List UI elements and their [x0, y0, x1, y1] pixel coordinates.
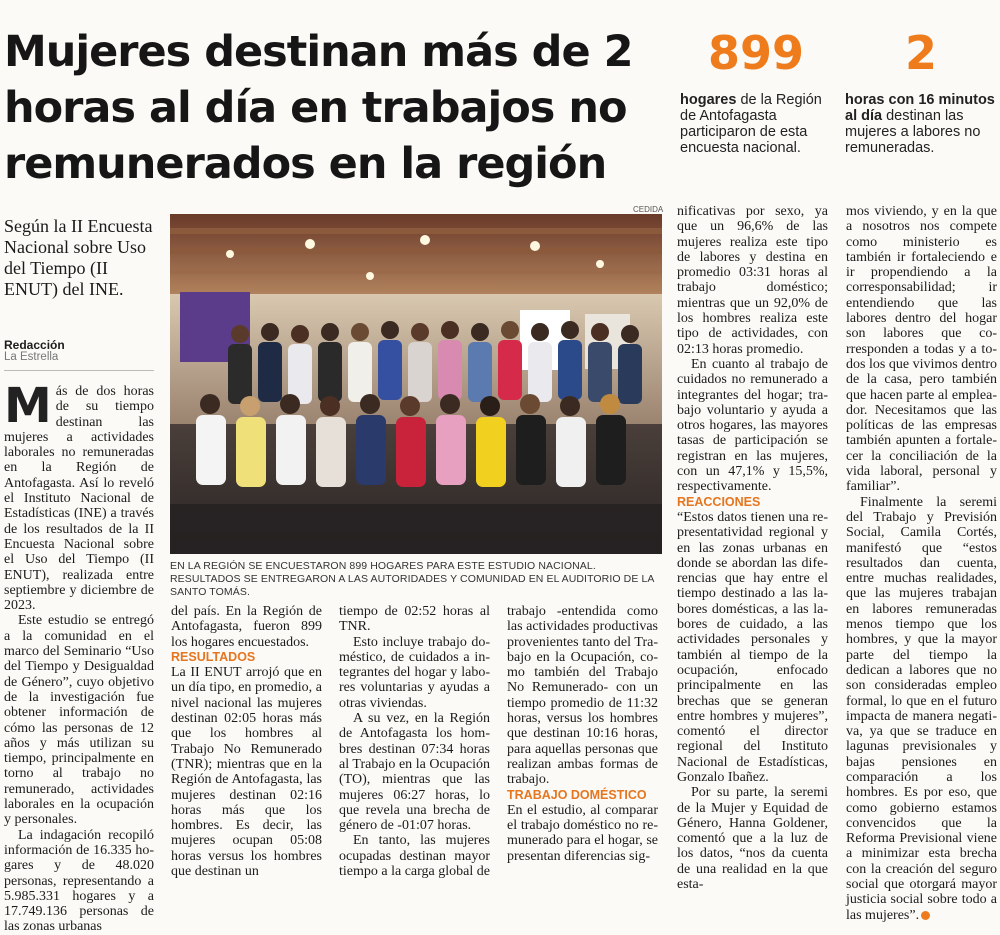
paragraph: del país. En la Región de Antofagasta, fueron 899 los hogares encuestados.: [171, 604, 322, 650]
byline-author: Redacción: [4, 338, 65, 352]
paragraph: “Estos datos tienen una representatividad regional y en las zonas urbanas en donde se abordan las diferencias que hay entre el tiempo destinado a las labores domésticas, a las labores de cuidado, a las actividades personales y también al tiempo de la ocupación, enfocado principalmente en las brechas que se generan entre hombres y mujeres”, comentó el director regional del Instituto Nacional de Estadísticas, Gonzalo Ibañez.: [677, 509, 828, 785]
paragraph: En tanto, las mujeres ocupadas destinan mayor tiempo a la carga global de: [339, 833, 490, 880]
paragraph: tiempo de 02:52 horas al TNR.: [339, 604, 490, 635]
paragraph: mos viviendo, y en la que a nosotros nos compete como ministerio es también ir fortaleciendo e ir propendiendo a la corresponsabilidad; ir entendiendo que las labores dentro del hogar son labores que corresponden a todas y a todos los que vivimos dentro de la casa, pero también que hacen parte al empleador. Necesitamos que las políticas de las empresas también apunten a fortalecer la conciliación de la vida laboral, personal y familiar”.: [846, 204, 997, 495]
stat-text: de la Región de Antofagasta participaron de esta encuesta nacional.: [680, 92, 822, 156]
headline: [4, 24, 674, 192]
headline-line-2: horas al día en trabajos no: [4, 83, 627, 133]
headline-line-3: remunerados en la región: [4, 139, 607, 189]
dropcap: M: [4, 378, 52, 434]
stat-number: 899: [708, 26, 805, 80]
stat-box-horas: [845, 26, 997, 156]
stat-text: destinan las mujeres a labores no remuneradas.: [845, 108, 981, 156]
stat-box-hogares: [680, 26, 830, 156]
article-column-5: [677, 204, 828, 892]
paragraph: La indagación recopiló información de 16.335 hogares y de 48.020 personas, representando a 5.985.331 hogares y a 17.749.136 personas de las zonas urbanas: [4, 827, 154, 935]
paragraph: Esto incluye trabajo doméstico, de cuidados a integrantes del hogar y labores voluntarias y ayudas a otras viviendas.: [339, 634, 490, 711]
byline-outlet: La Estrella: [4, 351, 59, 363]
paragraph: En el estudio, al comparar el trabajo doméstico no remunerado para el hogar, se presentan diferencias sig-: [507, 802, 658, 864]
photo-caption: EN LA REGIÓN SE ENCUESTARON 899 HOGARES PARA ESTE ESTUDIO NACIONAL. RESULTADOS SE ENTREGARON A LAS AUTORIDADES Y COMUNIDAD EN EL AUDITORIO DE LA SANTO TOMÁS.: [170, 560, 654, 598]
article-column-1: [4, 378, 154, 935]
section-heading: TRABAJO DOMÉSTICO: [507, 787, 647, 802]
photo-credit: CEDIDA: [633, 205, 664, 214]
group-photo-image: [170, 214, 662, 554]
section-heading: RESULTADOS: [171, 649, 256, 664]
stat-description: [845, 92, 997, 156]
article-column-6: [846, 204, 997, 923]
paragraph-text: Finalmente la seremi del Trabajo y Previsión Social, Camila Cortés, manifestó que “estos resultados dan cuenta, entre muchas realidades, que las mujeres trabajan en labores remuneradas menos tiempo que los hombres, y que la mayor parte del tiempo la dedican a labores que no son consideradas empleo formal, lo que en el futuro impacta de manera negativa, ya que se traduce en lagunas previsionales y bajas pensiones en comparación a los hombres. Es por eso, que como gobierno estamos convencidos que la Reforma Previsional viene a minimizar esta brecha con la creación del seguro social que otorgará mayor justicia social sobre todo a las mujeres”.: [846, 494, 997, 923]
paragraph: nificativas por sexo, ya que un 96,6% de las mujeres realiza este tipo de labores y destina en promedio 03:31 horas al trabajo doméstico; mientras que un 92,0% de los hombres realiza este tipo de actividades, con 02:13 horas promedio.: [677, 204, 828, 357]
headline-line-1: Mujeres destinan más de 2: [4, 27, 633, 77]
paragraph-text: ás de dos horas de su tiempo destinan las mujeres a actividades laborales no remuneradas en la Región de Antofagasta. Así lo reveló el Instituto Nacional de Estadísticas (INE) a través de los resultados de la II Encuesta Nacional sobre el Uso del Tiempo (II ENUT), realizada entre septiembre y diciembre de 2023.: [4, 384, 154, 614]
paragraph: En cuanto al trabajo de cuidados no remunerado a integrantes del hogar; trabajo voluntario y ayuda a otros hogares, las mayores tasas de participación se registran en las mujeres, con un 47,1% y 15,5%, respectivamente.: [677, 356, 828, 495]
stat-description: [680, 92, 830, 156]
stat-bold: horas con 16 minutos al día: [845, 92, 995, 124]
paragraph: A su vez, en la Región de Antofagasta los hombres destinan 07:34 horas al Trabajo en la Ocupación (TO), mientras que las mujeres 06:27 horas, lo que revela una brecha de género de -01:07 horas.: [339, 711, 490, 834]
paragraph: Por su parte, la seremi de la Mujer y Equidad de Género, Hanna Goldener, comentó que a la luz de los datos, “nos da cuenta de una realidad en la que esta-: [677, 785, 828, 893]
article-column-2: [171, 604, 322, 879]
paragraph: [4, 378, 154, 614]
stat-bold: hogares: [680, 92, 737, 108]
paragraph: Este estudio se entregó a la comunidad en el marco del Seminario “Uso del Tiempo y Desigualdad de Género”, cuyo objetivo de la investigación fue obtener información de cómo las personas de 12 años y más utilizan su tiempo, principalmente en torno al trabajo no remunerado, actividades laborales en la ocupación y personales.: [4, 613, 154, 828]
section-heading: REACCIONES: [677, 494, 761, 509]
end-of-article-icon: [921, 911, 930, 920]
paragraph: [846, 495, 997, 923]
stat-number: 2: [905, 26, 938, 80]
article-column-3: [339, 604, 490, 879]
article-column-4: [507, 604, 658, 864]
paragraph: trabajo -entendida como las actividades productivas provenientes tanto del Trabajo en la Ocupación, como también del Trabajo No Remunerado- con un tiempo promedio de 11:32 horas, versus los hombres que destinan 10:16 horas, para aquellas personas que realizan ambas formas de trabajo.: [507, 604, 658, 788]
divider: [4, 370, 154, 371]
event-photo: [170, 214, 662, 554]
deck: Según la II Encuesta Nacional sobre Uso del Tiempo (II ENUT) del INE.: [4, 216, 153, 299]
paragraph: La II ENUT arrojó que en un día tipo, en promedio, a nivel nacional las mujeres destinan 02:05 horas más que los hombres al Trabajo No Remunerado (TNR); mientras que en la Región de Antofagasta, las mujeres destinan 02:16 horas más que los hombres. Es decir, las mujeres ocupan 05:08 horas versus los hombres que destinan un: [171, 665, 322, 880]
